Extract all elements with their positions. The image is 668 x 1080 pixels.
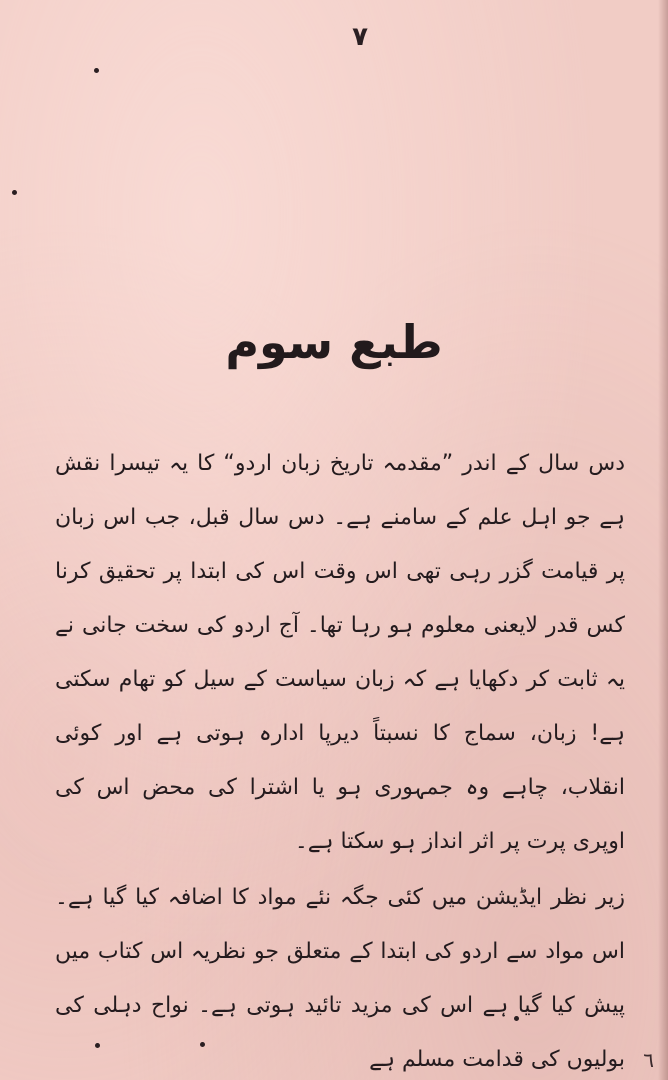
page-heading: طبع سوم [225,315,443,369]
ink-speck [94,68,99,73]
paragraph-1: دس سال کے اندر ”مقدمہ تاریخ زبان اردو“ کا یہ تیسرا نقش ہے جو اہل علم کے سامنے ہے۔ دس سال قبل، جب اس زبان پر قیامت گزر رہی تھی اس وقت اس کی ابتدا پر تحقیق کرنا کس قدر لایعنی معلوم ہو رہا تھا۔ آج اردو کی سخت جانی نے یہ ثابت کر دکھایا ہے کہ زبان سیاست کے سیل کو تھام سکتی ہے! زبان، سماج کا نسبتاً دیرپا ادارہ ہوتی ہے اور کوئی انقلاب، چاہے وہ جمہوری ہو یا اشترا کی محض اس کی اوپری پرت پر اثر انداز ہو سکتا ہے۔ [55,451,625,854]
body-text [55,437,625,1080]
page-number: ٦ [643,1048,654,1072]
ink-speck [12,190,17,195]
paragraph-2: زیر نظر ایڈیشن میں کئی جگہ نئے مواد کا اضافہ کیا گیا ہے۔ اس مواد سے اردو کی ابتدا کے متعلق جو نظریہ اس کتاب میں پیش کیا گیا ہے اس کی مزید تائید ہوتی ہے۔ نواح دہلی کی بولیوں کی قدامت مسلم ہے [55,885,625,1072]
page-edge-shadow [658,0,668,1080]
page-top-mark: ٧ [352,22,368,52]
